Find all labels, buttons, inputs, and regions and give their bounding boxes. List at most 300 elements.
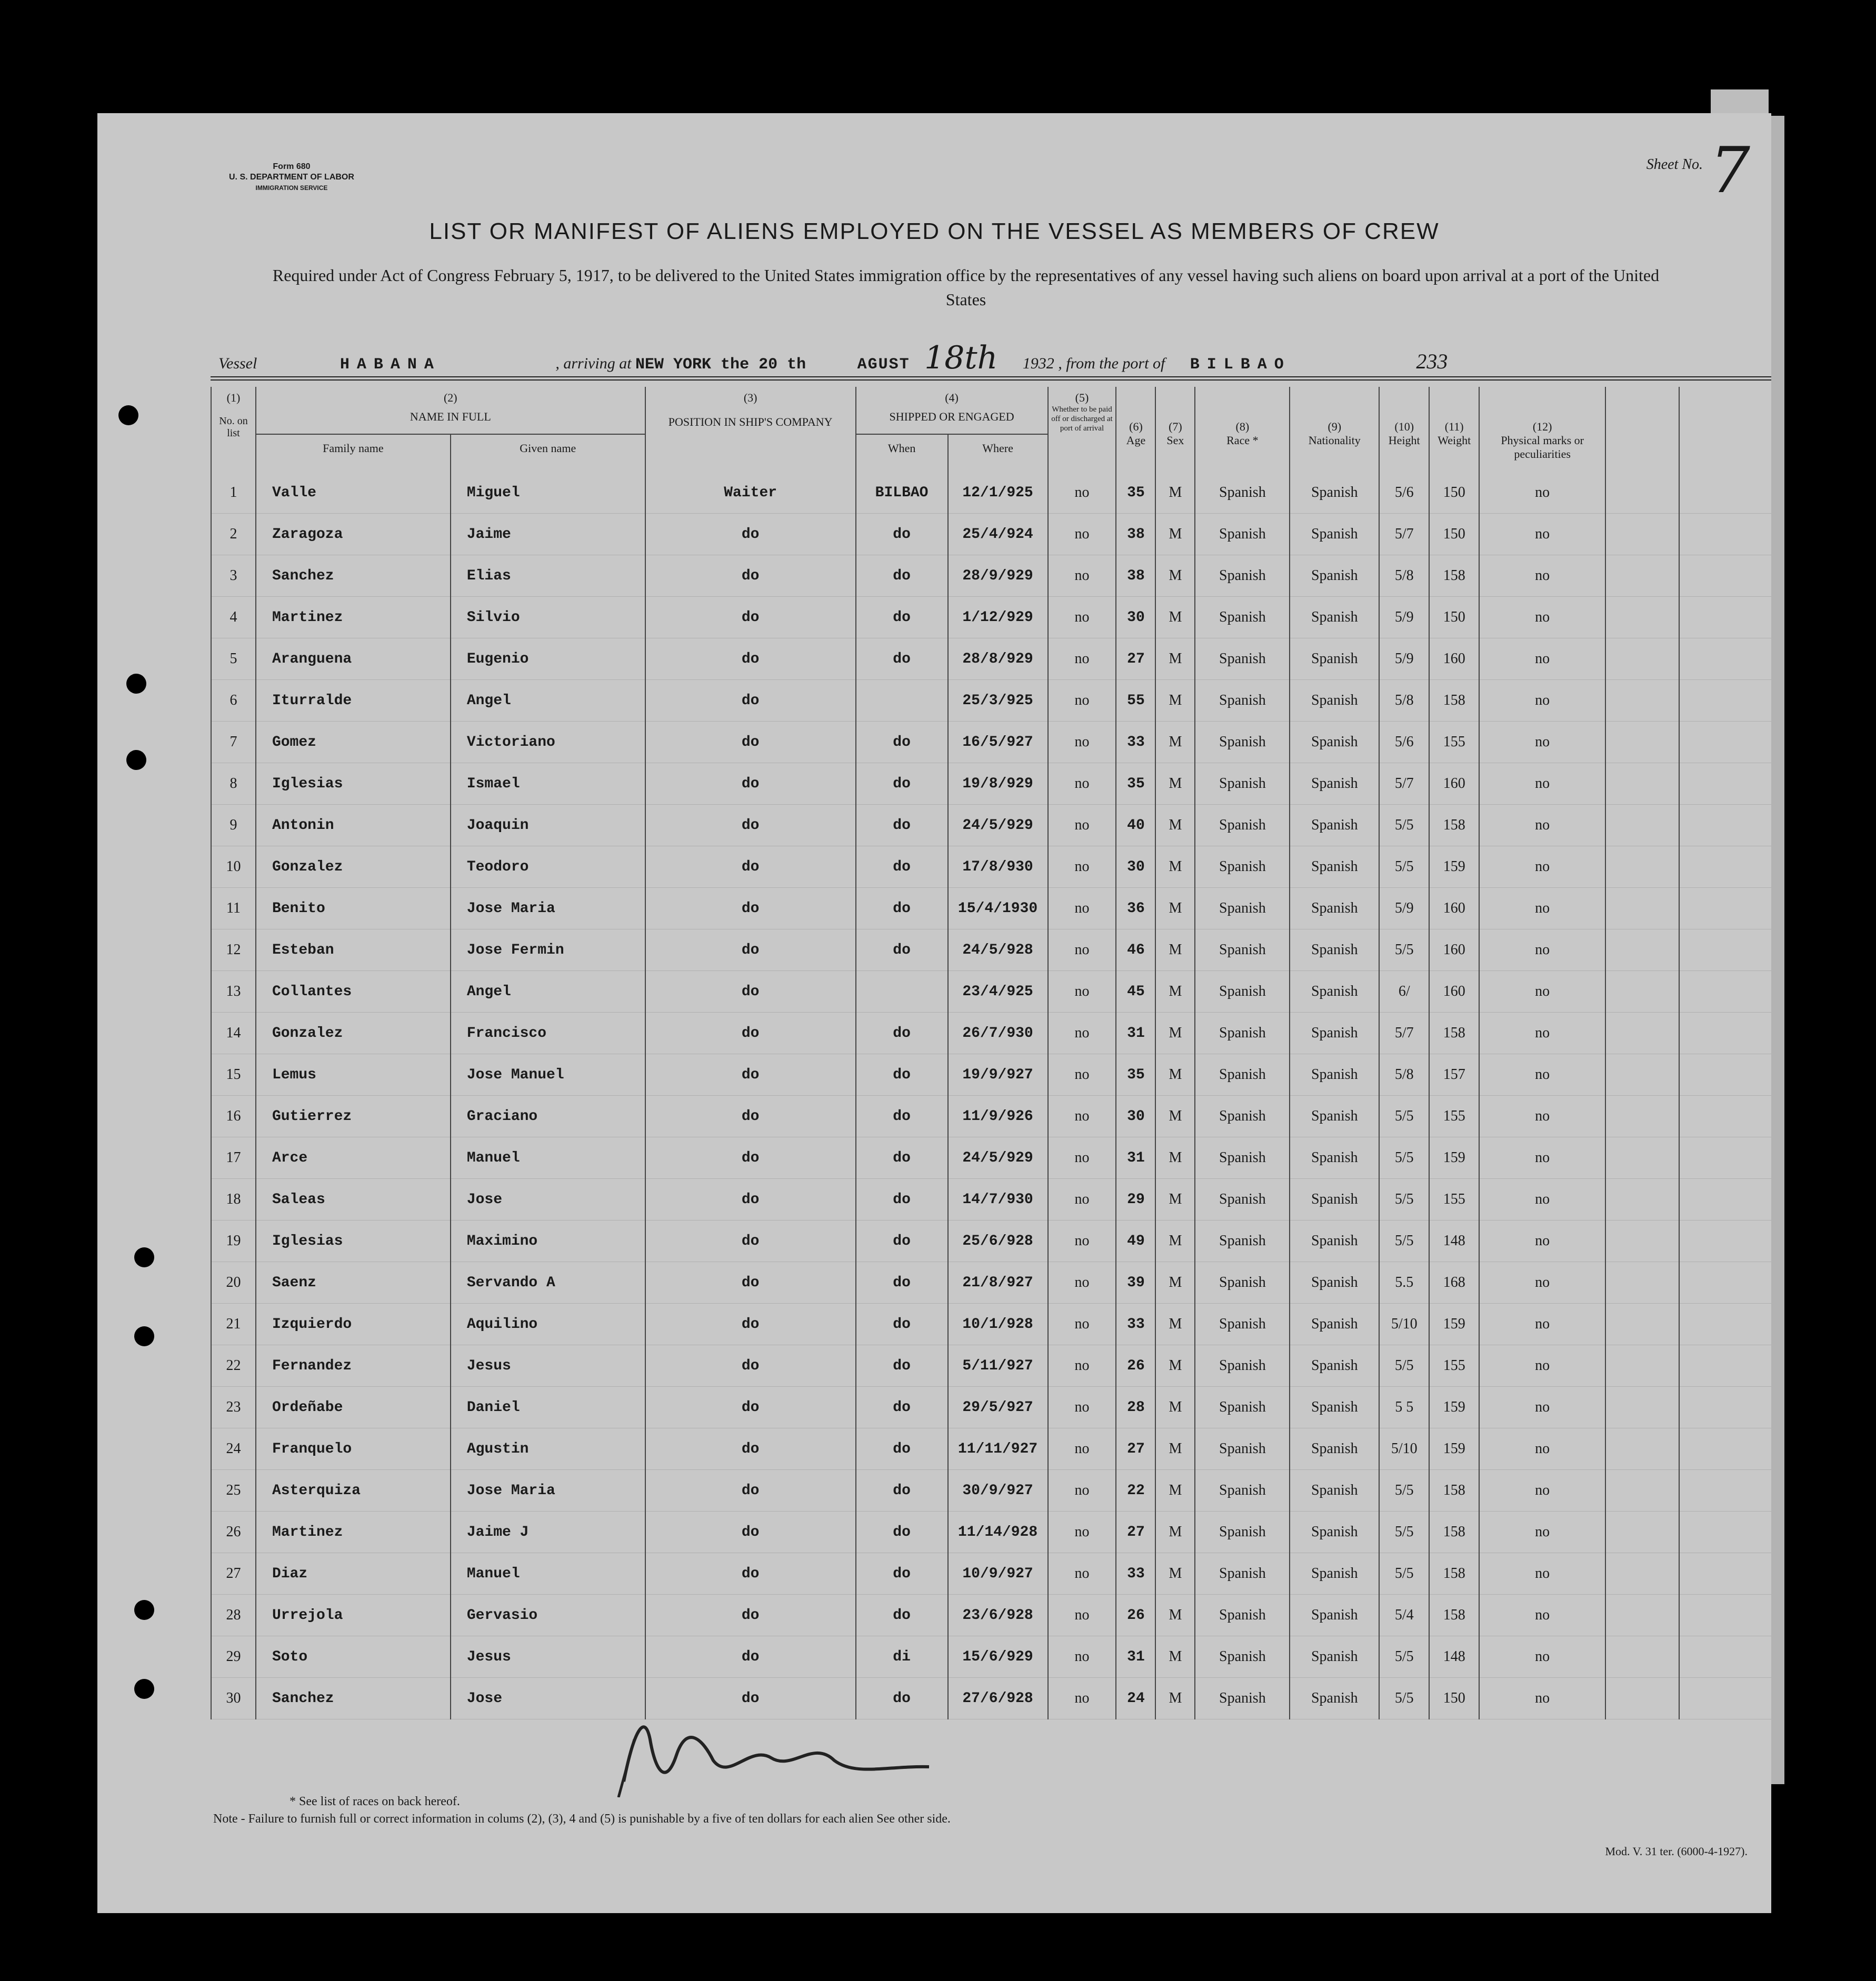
paid-off-cell: no — [1048, 1595, 1116, 1636]
height-cell: 5/10 — [1379, 1304, 1429, 1345]
row-number-cell: 10 — [211, 846, 256, 888]
blank-cell — [1679, 1096, 1771, 1137]
physical-marks-cell: no — [1479, 722, 1605, 763]
blank-cell — [1605, 1345, 1679, 1387]
row-number-cell: 5 — [211, 638, 256, 680]
shipped-when-cell: 25/3/925 — [948, 680, 1048, 722]
shipped-where-cell: do — [856, 722, 948, 763]
row-number-cell: 7 — [211, 722, 256, 763]
race-cell: Spanish — [1195, 929, 1290, 971]
table-row — [211, 1262, 1771, 1304]
family-name-cell: Lemus — [256, 1054, 451, 1096]
given-name-cell: Miguel — [451, 462, 645, 514]
table-row — [211, 1595, 1771, 1636]
shipped-where-cell: do — [856, 1179, 948, 1220]
blank-cell — [1605, 1304, 1679, 1345]
physical-marks-cell: no — [1479, 1636, 1605, 1678]
height-cell: 5/10 — [1379, 1428, 1429, 1470]
race-cell: Spanish — [1195, 514, 1290, 555]
blank-cell — [1679, 1137, 1771, 1179]
sex-cell: M — [1155, 680, 1195, 722]
row-number-cell: 23 — [211, 1387, 256, 1428]
shipped-when-cell: 21/8/927 — [948, 1262, 1048, 1304]
row-number-cell: 30 — [211, 1678, 256, 1719]
family-name-cell: Gonzalez — [256, 1013, 451, 1054]
paid-off-cell: no — [1048, 1512, 1116, 1553]
position-cell: do — [645, 1013, 856, 1054]
blank-cell — [1605, 846, 1679, 888]
shipped-when-cell: 10/1/928 — [948, 1304, 1048, 1345]
physical-marks-cell: no — [1479, 1013, 1605, 1054]
given-name-cell: Angel — [451, 971, 645, 1013]
blank-cell — [1605, 763, 1679, 805]
given-name-cell: Jose Manuel — [451, 1054, 645, 1096]
row-number-cell: 12 — [211, 929, 256, 971]
sex-cell: M — [1155, 638, 1195, 680]
paid-off-cell: no — [1048, 1678, 1116, 1719]
weight-cell: 150 — [1429, 462, 1479, 514]
weight-cell: 158 — [1429, 1013, 1479, 1054]
table-top-rule — [211, 376, 1771, 381]
weight-cell: 155 — [1429, 1179, 1479, 1220]
position-cell: do — [645, 1137, 856, 1179]
sex-cell: M — [1155, 929, 1195, 971]
family-name-cell: Franquelo — [256, 1428, 451, 1470]
age-cell: 33 — [1116, 1304, 1155, 1345]
height-cell: 5/4 — [1379, 1595, 1429, 1636]
blank-cell — [1679, 1636, 1771, 1678]
blank-column-header — [1679, 387, 1771, 462]
race-cell: Spanish — [1195, 1013, 1290, 1054]
sex-cell: M — [1155, 1512, 1195, 1553]
nationality-cell: Spanish — [1290, 1387, 1379, 1428]
height-cell: 5/7 — [1379, 1013, 1429, 1054]
weight-cell: 158 — [1429, 805, 1479, 846]
physical-marks-cell: no — [1479, 514, 1605, 555]
given-name-cell: Servando A — [451, 1262, 645, 1304]
given-name-cell: Jose Maria — [451, 888, 645, 929]
physical-marks-cell: no — [1479, 1345, 1605, 1387]
sheet-label: Sheet No. — [1646, 156, 1703, 173]
sex-cell: M — [1155, 971, 1195, 1013]
shipped-when-cell: 19/8/929 — [948, 763, 1048, 805]
family-name-cell: Saleas — [256, 1179, 451, 1220]
given-name-cell: Jesus — [451, 1345, 645, 1387]
paid-off-cell: no — [1048, 1262, 1116, 1304]
nationality-cell: Spanish — [1290, 846, 1379, 888]
blank-cell — [1605, 680, 1679, 722]
physical-marks-cell: no — [1479, 1512, 1605, 1553]
shipped-where-cell: do — [856, 1512, 948, 1553]
row-number-cell: 20 — [211, 1262, 256, 1304]
weight-cell: 159 — [1429, 1428, 1479, 1470]
port-name: BILBAO — [1190, 356, 1291, 374]
age-cell: 28 — [1116, 1387, 1155, 1428]
blank-cell — [1679, 1595, 1771, 1636]
height-cell: 5/5 — [1379, 1636, 1429, 1678]
weight-cell: 158 — [1429, 680, 1479, 722]
family-name-cell: Arce — [256, 1137, 451, 1179]
from-label: , from the port of — [1058, 355, 1165, 372]
race-cell: Spanish — [1195, 1345, 1290, 1387]
paid-off-cell: no — [1048, 929, 1116, 971]
age-cell: 26 — [1116, 1595, 1155, 1636]
blank-cell — [1605, 1553, 1679, 1595]
position-cell: do — [645, 1096, 856, 1137]
weight-cell: 160 — [1429, 929, 1479, 971]
given-name-cell: Silvio — [451, 597, 645, 638]
height-cell: 5.5 — [1379, 1262, 1429, 1304]
age-cell: 35 — [1116, 763, 1155, 805]
shipped-when-cell: 25/6/928 — [948, 1220, 1048, 1262]
blank-cell — [1679, 846, 1771, 888]
position-cell: do — [645, 929, 856, 971]
family-name-cell: Soto — [256, 1636, 451, 1678]
shipped-where-cell: di — [856, 1636, 948, 1678]
blank-cell — [1679, 1345, 1771, 1387]
race-cell: Spanish — [1195, 597, 1290, 638]
nationality-cell: Spanish — [1290, 1220, 1379, 1262]
paid-off-cell: no — [1048, 1137, 1116, 1179]
race-cell: Spanish — [1195, 1470, 1290, 1512]
height-cell: 5/9 — [1379, 597, 1429, 638]
shipped-where-cell: do — [856, 1304, 948, 1345]
physical-marks-cell: no — [1479, 1220, 1605, 1262]
race-cell: Spanish — [1195, 1096, 1290, 1137]
crew-table — [211, 376, 1771, 1776]
col-sex-header: (7) Sex — [1155, 387, 1195, 462]
race-cell: Spanish — [1195, 846, 1290, 888]
paid-off-cell: no — [1048, 805, 1116, 846]
age-cell: 31 — [1116, 1013, 1155, 1054]
blank-cell — [1605, 1678, 1679, 1719]
sex-cell: M — [1155, 846, 1195, 888]
table-row — [211, 722, 1771, 763]
shipped-when-cell: 24/5/928 — [948, 929, 1048, 971]
arrival-year: 1932 — [1022, 355, 1054, 372]
blank-cell — [1605, 929, 1679, 971]
weight-cell: 157 — [1429, 1054, 1479, 1096]
blank-cell — [1679, 805, 1771, 846]
height-cell: 5/7 — [1379, 514, 1429, 555]
physical-marks-cell: no — [1479, 1678, 1605, 1719]
given-name-cell: Jaime — [451, 514, 645, 555]
given-name-cell: Maximino — [451, 1220, 645, 1262]
sex-cell: M — [1155, 1179, 1195, 1220]
row-number-cell: 26 — [211, 1512, 256, 1553]
blank-cell — [1679, 638, 1771, 680]
weight-cell: 155 — [1429, 722, 1479, 763]
page-title: LIST OR MANIFEST OF ALIENS EMPLOYED ON THE VESSEL AS MEMBERS OF CREW — [429, 218, 1440, 244]
position-cell: do — [645, 1179, 856, 1220]
sex-cell: M — [1155, 555, 1195, 597]
binding-hole — [126, 750, 146, 770]
table-row — [211, 597, 1771, 638]
sex-cell: M — [1155, 1345, 1195, 1387]
sex-cell: M — [1155, 1428, 1195, 1470]
shipped-where-cell: BILBAO — [856, 462, 948, 514]
height-cell: 5/6 — [1379, 462, 1429, 514]
shipped-when-cell: 28/9/929 — [948, 555, 1048, 597]
blank-column-header — [1605, 387, 1679, 462]
blank-cell — [1679, 597, 1771, 638]
shipped-where-cell — [856, 680, 948, 722]
table-row — [211, 971, 1771, 1013]
races-note: * See list of races on back hereof. — [290, 1795, 460, 1808]
age-cell: 22 — [1116, 1470, 1155, 1512]
paid-off-cell: no — [1048, 1636, 1116, 1678]
col-where-header: Where — [948, 434, 1048, 462]
row-number-cell: 19 — [211, 1220, 256, 1262]
shipped-when-cell: 10/9/927 — [948, 1553, 1048, 1595]
sex-cell: M — [1155, 1470, 1195, 1512]
form-model-number: Mod. V. 31 ter. (6000-4-1927). — [1605, 1845, 1748, 1858]
physical-marks-cell: no — [1479, 1262, 1605, 1304]
position-cell: Waiter — [645, 462, 856, 514]
col-name-header: (2) NAME IN FULL — [256, 387, 645, 434]
col-when-header: When — [856, 434, 948, 462]
row-number-cell: 18 — [211, 1179, 256, 1220]
blank-cell — [1679, 555, 1771, 597]
family-name-cell: Gutierrez — [256, 1096, 451, 1137]
nationality-cell: Spanish — [1290, 1137, 1379, 1179]
table-row — [211, 846, 1771, 888]
blank-cell — [1605, 1428, 1679, 1470]
row-number-cell: 2 — [211, 514, 256, 555]
weight-cell: 158 — [1429, 1595, 1479, 1636]
blank-cell — [1679, 1304, 1771, 1345]
height-cell: 5/8 — [1379, 555, 1429, 597]
family-name-cell: Urrejola — [256, 1595, 451, 1636]
given-name-cell: Angel — [451, 680, 645, 722]
binding-hole — [134, 1247, 154, 1267]
blank-cell — [1679, 1179, 1771, 1220]
nationality-cell: Spanish — [1290, 805, 1379, 846]
age-cell: 30 — [1116, 1096, 1155, 1137]
blank-cell — [1679, 722, 1771, 763]
blank-cell — [1605, 1512, 1679, 1553]
blank-cell — [1679, 1470, 1771, 1512]
table-row — [211, 1470, 1771, 1512]
table-row — [211, 1678, 1771, 1719]
race-cell: Spanish — [1195, 888, 1290, 929]
nationality-cell: Spanish — [1290, 462, 1379, 514]
row-number-cell: 4 — [211, 597, 256, 638]
binding-hole — [126, 674, 146, 694]
shipped-where-cell: do — [856, 805, 948, 846]
shipped-when-cell: 17/8/930 — [948, 846, 1048, 888]
race-cell: Spanish — [1195, 638, 1290, 680]
age-cell: 31 — [1116, 1636, 1155, 1678]
physical-marks-cell: no — [1479, 1137, 1605, 1179]
height-cell: 5/5 — [1379, 1678, 1429, 1719]
blank-cell — [1679, 462, 1771, 514]
sex-cell: M — [1155, 805, 1195, 846]
nationality-cell: Spanish — [1290, 763, 1379, 805]
nationality-cell: Spanish — [1290, 971, 1379, 1013]
paid-off-cell: no — [1048, 462, 1116, 514]
list-number: 233 — [1416, 349, 1448, 373]
sex-cell: M — [1155, 514, 1195, 555]
physical-marks-cell: no — [1479, 971, 1605, 1013]
family-name-cell: Sanchez — [256, 555, 451, 597]
paid-off-cell: no — [1048, 971, 1116, 1013]
binding-hole — [118, 405, 138, 425]
row-number-cell: 28 — [211, 1595, 256, 1636]
physical-marks-cell: no — [1479, 1054, 1605, 1096]
family-name-cell: Ordeñabe — [256, 1387, 451, 1428]
binding-hole — [134, 1600, 154, 1620]
table-row — [211, 1096, 1771, 1137]
table-row — [211, 763, 1771, 805]
table-row — [211, 1220, 1771, 1262]
nationality-cell: Spanish — [1290, 1096, 1379, 1137]
shipped-when-cell: 19/9/927 — [948, 1054, 1048, 1096]
row-number-cell: 24 — [211, 1428, 256, 1470]
age-cell: 55 — [1116, 680, 1155, 722]
height-cell: 5/5 — [1379, 1220, 1429, 1262]
physical-marks-cell: no — [1479, 805, 1605, 846]
nationality-cell: Spanish — [1290, 1179, 1379, 1220]
blank-cell — [1679, 514, 1771, 555]
blank-cell — [1605, 722, 1679, 763]
binding-hole — [134, 1679, 154, 1699]
race-cell: Spanish — [1195, 1262, 1290, 1304]
nationality-cell: Spanish — [1290, 888, 1379, 929]
race-cell: Spanish — [1195, 722, 1290, 763]
weight-cell: 150 — [1429, 514, 1479, 555]
position-cell: do — [645, 1304, 856, 1345]
sex-cell: M — [1155, 1262, 1195, 1304]
row-number-cell: 16 — [211, 1096, 256, 1137]
age-cell: 35 — [1116, 1054, 1155, 1096]
blank-cell — [1605, 555, 1679, 597]
shipped-where-cell: do — [856, 1262, 948, 1304]
shipped-when-cell: 11/14/928 — [948, 1512, 1048, 1553]
col-paid-header: (5) Whether to be paid off or discharged at port of arrival — [1048, 387, 1116, 462]
blank-cell — [1605, 1636, 1679, 1678]
race-cell: Spanish — [1195, 1595, 1290, 1636]
nationality-cell: Spanish — [1290, 1595, 1379, 1636]
sex-cell: M — [1155, 1553, 1195, 1595]
shipped-when-cell: 29/5/927 — [948, 1387, 1048, 1428]
form-number: Form 680 — [273, 162, 311, 171]
blank-cell — [1679, 763, 1771, 805]
row-number-cell: 29 — [211, 1636, 256, 1678]
blank-cell — [1605, 805, 1679, 846]
shipped-when-cell: 24/5/929 — [948, 1137, 1048, 1179]
position-cell: do — [645, 1345, 856, 1387]
position-cell: do — [645, 1553, 856, 1595]
position-cell: do — [645, 555, 856, 597]
paid-off-cell: no — [1048, 846, 1116, 888]
shipped-where-cell: do — [856, 1220, 948, 1262]
family-name-cell: Benito — [256, 888, 451, 929]
col-shipped-header: (4) SHIPPED OR ENGAGED — [856, 387, 1048, 434]
shipped-where-cell: do — [856, 846, 948, 888]
binding-hole — [134, 1326, 154, 1346]
paid-off-cell: no — [1048, 1345, 1116, 1387]
given-name-cell: Manuel — [451, 1137, 645, 1179]
shipped-where-cell — [856, 971, 948, 1013]
height-cell: 5/5 — [1379, 1470, 1429, 1512]
table-row — [211, 638, 1771, 680]
table-row — [211, 1636, 1771, 1678]
physical-marks-cell: no — [1479, 1096, 1605, 1137]
weight-cell: 168 — [1429, 1262, 1479, 1304]
family-name-cell: Sanchez — [256, 1678, 451, 1719]
weight-cell: 148 — [1429, 1636, 1479, 1678]
vessel-label: Vessel — [218, 355, 257, 372]
physical-marks-cell: no — [1479, 597, 1605, 638]
row-number-cell: 15 — [211, 1054, 256, 1096]
blank-cell — [1605, 1013, 1679, 1054]
physical-marks-cell: no — [1479, 1553, 1605, 1595]
shipped-where-cell: do — [856, 597, 948, 638]
given-name-cell: Francisco — [451, 1013, 645, 1054]
age-cell: 49 — [1116, 1220, 1155, 1262]
weight-cell: 160 — [1429, 888, 1479, 929]
family-name-cell: Iturralde — [256, 680, 451, 722]
sex-cell: M — [1155, 1304, 1195, 1345]
race-cell: Spanish — [1195, 1220, 1290, 1262]
blank-cell — [1605, 1096, 1679, 1137]
shipped-when-cell: 27/6/928 — [948, 1678, 1048, 1719]
shipped-where-cell: do — [856, 929, 948, 971]
position-cell: do — [645, 1595, 856, 1636]
row-number-cell: 9 — [211, 805, 256, 846]
paid-off-cell: no — [1048, 1387, 1116, 1428]
blank-cell — [1605, 971, 1679, 1013]
position-cell: do — [645, 1636, 856, 1678]
table-row — [211, 514, 1771, 555]
sex-cell: M — [1155, 1595, 1195, 1636]
family-name-cell: Gomez — [256, 722, 451, 763]
physical-marks-cell: no — [1479, 888, 1605, 929]
height-cell: 5/5 — [1379, 846, 1429, 888]
paid-off-cell: no — [1048, 638, 1116, 680]
shipped-when-cell: 16/5/927 — [948, 722, 1048, 763]
shipped-when-cell: 11/9/926 — [948, 1096, 1048, 1137]
sex-cell: M — [1155, 1220, 1195, 1262]
vessel-name: HABANA — [340, 356, 441, 374]
blank-cell — [1605, 1054, 1679, 1096]
nationality-cell: Spanish — [1290, 514, 1379, 555]
race-cell: Spanish — [1195, 680, 1290, 722]
table-row — [211, 1387, 1771, 1428]
paid-off-cell: no — [1048, 514, 1116, 555]
sheet-number: 7 — [1710, 134, 1750, 207]
shipped-when-cell: 28/8/929 — [948, 638, 1048, 680]
given-name-cell: Teodoro — [451, 846, 645, 888]
shipped-where-cell: do — [856, 1054, 948, 1096]
sex-cell: M — [1155, 722, 1195, 763]
paid-off-cell: no — [1048, 1553, 1116, 1595]
col-nationality-header: (9) Nationality — [1290, 387, 1379, 462]
shipped-where-cell: do — [856, 555, 948, 597]
physical-marks-cell: no — [1479, 1387, 1605, 1428]
physical-marks-cell: no — [1479, 763, 1605, 805]
row-number-cell: 6 — [211, 680, 256, 722]
weight-cell: 158 — [1429, 1470, 1479, 1512]
paid-off-cell: no — [1048, 1470, 1116, 1512]
nationality-cell: Spanish — [1290, 1262, 1379, 1304]
position-cell: do — [645, 514, 856, 555]
signature — [603, 1708, 940, 1808]
footer-note: Note - Failure to furnish full or correct information in colums (2), (3), 4 and (5) is punishable by a five of ten dollars for each alien See other side. — [213, 1812, 951, 1826]
shipped-when-cell: 26/7/930 — [948, 1013, 1048, 1054]
nationality-cell: Spanish — [1290, 1054, 1379, 1096]
